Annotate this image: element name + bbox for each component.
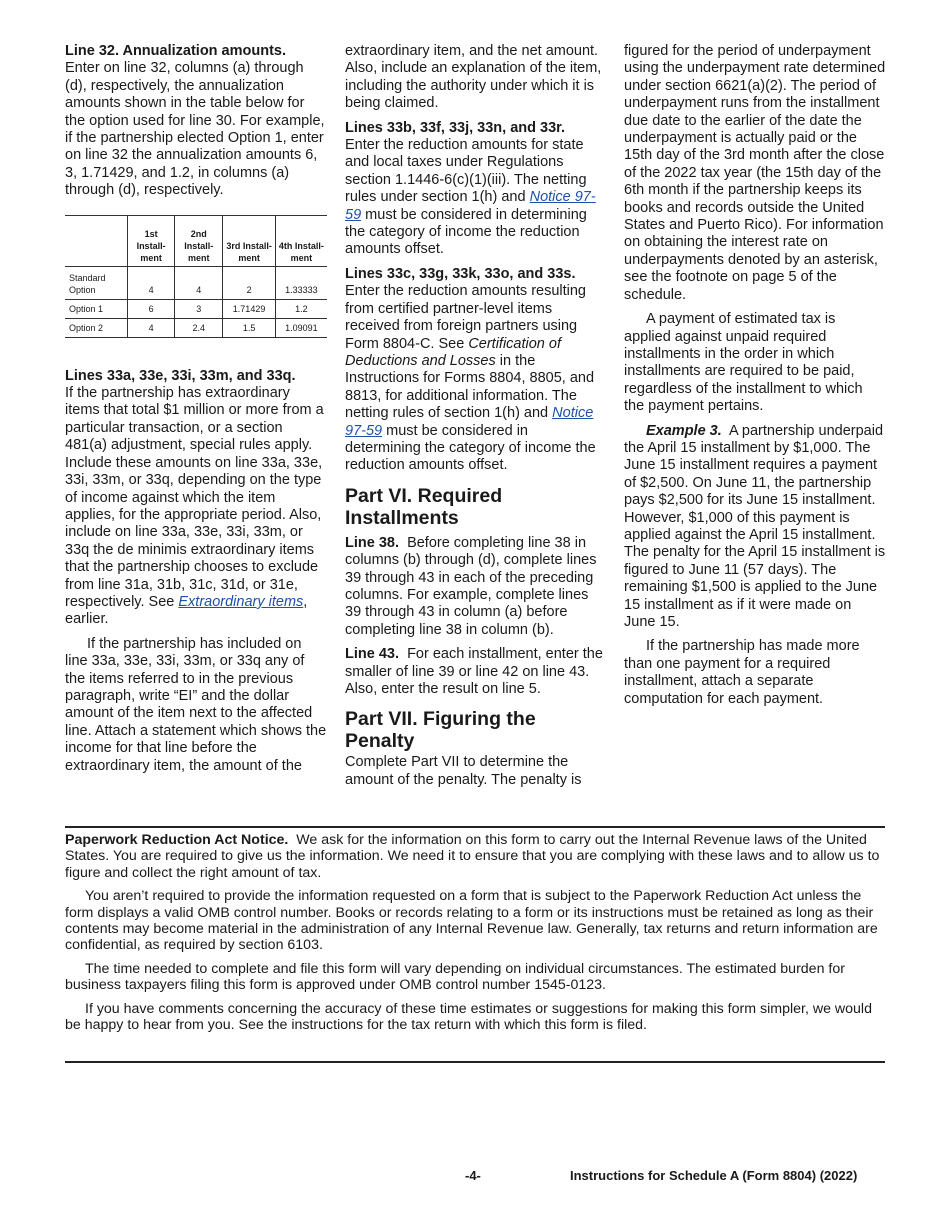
pra-paragraph-2: You aren’t required to provide the information requested on a form that is subject to the Paperwork Reduction Act unless the form displays a valid OMB control number. Books or records relating to a form or its instructions must be retained as long as their contents may become material in the administration of any Internal Revenue law. Generally, tax returns and return information are confidential, as required by section 6103.: [65, 888, 878, 954]
pra-heading: Paperwork Reduction Act Notice.: [65, 832, 289, 848]
example-label: Example 3.: [646, 422, 722, 439]
table-header-cell: [65, 215, 128, 266]
pra-paragraph-1: [65, 832, 885, 881]
table-header-cell: 2nd Install-ment: [175, 215, 223, 266]
line33a-tail: , earlier.: [65, 593, 308, 628]
line38-text: Before completing line 38 in columns (b) through (d), complete lines 39 through 43 in each of the preceding columns. For example, complete lines 39 through 43 in column (a) before completing line 38 in column (b).: [345, 534, 597, 638]
line43-paragraph: [345, 646, 607, 698]
table-cell: 1.5: [223, 318, 275, 337]
line32-paragraph: [65, 43, 327, 200]
table-header-cell: 4th Install-ment: [275, 215, 327, 266]
top-divider: [65, 826, 885, 828]
part7-text: Complete Part VII to determine the amount of the penalty. The penalty is: [345, 754, 582, 788]
pra-paragraph-3: The time needed to complete and file this form will vary depending on individual circumstances. The estimated burden for business taxpayers filing this form is approved under OMB control number 1545-0123.: [65, 960, 845, 994]
line33a-paragraph: [65, 368, 327, 629]
line33b-tail: must be considered in determining the category of income the reduction amounts offset.: [345, 206, 587, 258]
table-cell: 1.09091: [275, 318, 327, 337]
column-3: [624, 43, 886, 715]
line43-heading: Line 43.: [345, 646, 399, 663]
part6-heading: Part VI. Required Installments: [345, 484, 503, 529]
line33a-text: If the partnership has extraordinary items that total $1 million or more from a particular transaction, or a section 481(a) adjustment, special rules apply. Include these amounts on line 33a, 33e, 33i, 33m, or 33q, depending on the type of income against which the item applies, for the appropriate period. Also, include on line 33a, 33e, 33i, 33m, or 33q the de minimis extraordinary items that the partnership chooses to exclude from line 31a, 31b, 31c, 31d, or 31e, respectively. See: [65, 385, 324, 610]
line32-heading: Line 32. Annualization amounts.: [65, 43, 287, 59]
ei-paragraph: If the partnership has included on line 33a, 33e, 33i, 33m, or 33q any of the items referred to in the previous paragraph, write “EI” and the dollar amount of the item next to the affected line. Attach a statement which shows the income for that line before the extraordinary item, the amount of the: [65, 635, 327, 774]
payment-paragraph: A payment of estimated tax is applied against unpaid required installments in the order in which installments are required to be paid, regardless of the installment to which the payment pertains.: [624, 311, 863, 415]
line32-text: Enter on line 32, columns (a) through (d), respectively, the annualization amounts shown in the table below for the option used for line 30. For example, if the partnership elected Option 1, enter on line 32 the annualization amounts 6, 3, 1.71429, and 1.2, in columns (a) through (d), respectively.: [65, 60, 325, 199]
table-header-cell: 3rd Install-ment: [223, 215, 275, 266]
example-text: A partnership underpaid the April 15 installment by $1,000. The June 15 installment requires a payment of $2,500. On June 11, the partnership pays $2,500 for its June 15 installment. However, $1,000 of this payment is applied against the April 15 installment. The penalty for the April 15 installment is figured to June 11 (57 days). The remaining $1,500 is applied to the June 15 installment as if it were made on June 15.: [624, 422, 886, 630]
example-paragraph: [624, 423, 886, 632]
notice-97-59-link[interactable]: Notice 97-59: [345, 189, 596, 223]
multiple-payments-paragraph: If the partnership has made more than one payment for a required installment, attach a separate computation for each payment.: [624, 638, 860, 707]
column-2: [345, 43, 607, 796]
table-row: [65, 299, 327, 318]
table-row: [65, 318, 327, 337]
column-1: [65, 43, 327, 782]
line33c-mid: in the Instructions for Forms 8804, 8805, and 8813, for additional information. The netting rules of section 1(h) and: [345, 352, 595, 422]
certification-title: Certification of Deductions and Losses: [345, 335, 561, 369]
line33a-heading: Lines 33a, 33e, 33i, 33m, and 33q.: [65, 367, 296, 384]
footer-title: Instructions for Schedule A (Form 8804) (2022): [570, 1168, 858, 1183]
table-cell: 3: [175, 299, 223, 318]
table-cell: 1.71429: [223, 299, 275, 318]
table-cell: Option 1: [65, 299, 128, 318]
part7-heading: Part VII. Figuring the Penalty: [345, 708, 536, 753]
line33c-text: Enter the reduction amounts resulting from certified partner-level items received from foreign partners using Form 8804-C. See: [345, 283, 586, 352]
table-cell: Option 2: [65, 318, 128, 337]
continued-paragraph: extraordinary item, and the net amount. Also, include an explanation of the item, including the authority under which it is being claimed.: [345, 43, 602, 112]
page-number: -4-: [465, 1168, 481, 1183]
annualization-table: [65, 215, 327, 338]
table-cell: Standard Option: [65, 266, 128, 299]
extraordinary-items-link[interactable]: Extraordinary items: [178, 593, 304, 610]
table-cell: 4: [175, 266, 223, 299]
line33b-heading: Lines 33b, 33f, 33j, 33n, and 33r.: [345, 119, 566, 136]
table-cell: 1.33333: [275, 266, 327, 299]
table-cell: 4: [128, 266, 175, 299]
line33c-paragraph: [345, 266, 607, 475]
line33c-heading: Lines 33c, 33g, 33k, 33o, and 33s.: [345, 265, 576, 282]
table-cell: 4: [128, 318, 175, 337]
table-cell: 2.4: [175, 318, 223, 337]
line33c-tail: must be considered in determining the category of income the reduction amounts offset.: [345, 422, 596, 474]
table-header-row: [65, 215, 327, 266]
continued-paragraph: figured for the period of underpayment using the underpayment rate determined under section 6621(a)(2). The period of underpayment runs from the installment due date to the earlier of the date the underpayment is actually paid or the 15th day of the 3rd month after the close of the 2022 tax year (the 15th day of the 6th month if the partnership keeps its books and records outside the United States and Puerto Rico). For information on obtaining the interest rate on underpayments denoted by an asterisk, see the footnote on page 5 of the schedule.: [624, 43, 886, 303]
line43-text: For each installment, enter the smaller of line 39 or line 42 on line 43. Also, enter the result on line 5.: [345, 646, 603, 697]
line38-heading: Line 38.: [345, 534, 399, 551]
table-header-cell: 1st Install-ment: [128, 215, 175, 266]
pra-text-1: We ask for the information on this form to carry out the Internal Revenue laws of the United States. You are required to give us the information. We need it to ensure that you are complying with these laws and to allow us to figure and collect the right amount of tax.: [65, 832, 880, 881]
pra-paragraph-4: If you have comments concerning the accuracy of these time estimates or suggestions for making this form simpler, we would be happy to hear from you. See the instructions for the tax return with which this form is filed.: [65, 1000, 872, 1034]
paperwork-notice: [65, 832, 885, 1040]
line33b-text: Enter the reduction amounts for state and local taxes under Regulations section 1.1446-6(c)(1)(iii). The netting rules under section 1(h) and: [345, 137, 587, 206]
table-cell: 6: [128, 299, 175, 318]
bottom-divider: [65, 1061, 885, 1063]
notice-97-59-link[interactable]: Notice 97-59: [345, 405, 594, 439]
line38-paragraph: [345, 535, 607, 639]
table-row: [65, 266, 327, 299]
line33b-paragraph: [345, 120, 607, 259]
table-cell: 1.2: [275, 299, 327, 318]
table-cell: 2: [223, 266, 275, 299]
